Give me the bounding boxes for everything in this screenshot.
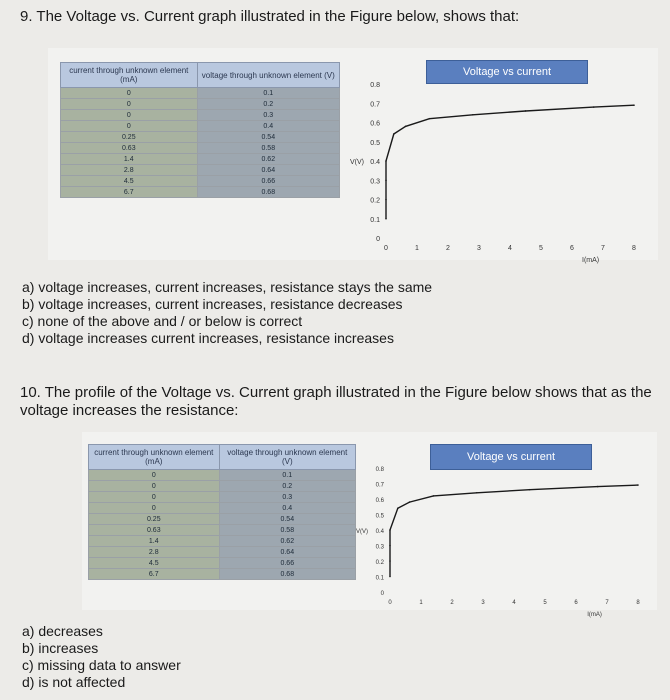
voltage-cell: 0.62	[219, 536, 355, 547]
voltage-cell: 0.2	[197, 99, 339, 110]
chart-title-box: Voltage vs current	[430, 444, 592, 470]
voltage-cell: 0.64	[219, 547, 355, 558]
current-cell: 4.5	[61, 176, 198, 187]
y-tick-label: 0.5	[375, 513, 384, 520]
x-tick-label: 5	[543, 600, 547, 606]
data-point	[529, 489, 531, 491]
table-row	[61, 176, 340, 187]
series-line	[386, 105, 634, 219]
data-point	[389, 529, 391, 531]
current-cell: 6.7	[89, 569, 220, 580]
current-cell: 0	[61, 99, 198, 110]
current-cell: 0	[89, 481, 220, 492]
table-row	[61, 132, 340, 143]
x-tick-label: 2	[446, 245, 450, 252]
data-point	[476, 492, 478, 494]
option-a[interactable]: a) decreases	[22, 623, 103, 639]
data-point	[385, 199, 387, 201]
voltage-cell: 0.2	[219, 481, 355, 492]
question-10-options	[22, 623, 181, 691]
option-b[interactable]: b) increases	[22, 640, 99, 656]
x-tick-label: 1	[415, 245, 419, 252]
table-header-current: current through unknown element (mA)	[61, 63, 198, 88]
table-row	[89, 525, 356, 536]
current-cell: 0	[61, 110, 198, 121]
y-axis-label: V(V)	[350, 159, 364, 166]
x-axis-label: I(mA)	[582, 257, 600, 264]
data-point	[633, 104, 635, 106]
x-tick-label: 6	[570, 245, 574, 252]
table-row	[89, 558, 356, 569]
table-row	[89, 470, 356, 481]
y-tick-label: 0.2	[370, 197, 380, 205]
data-point	[393, 133, 395, 135]
table-row	[89, 536, 356, 547]
table-body	[89, 470, 356, 580]
x-tick-label: 7	[605, 600, 609, 606]
y-tick-label: 0.4	[370, 159, 380, 166]
question-9-title: 9. The Voltage vs. Current graph illustrated in the Figure below, shows that:	[20, 8, 520, 25]
voltage-cell: 0.4	[197, 121, 339, 132]
table-row	[61, 187, 340, 198]
data-point	[397, 508, 399, 510]
table-row	[61, 110, 340, 121]
voltage-cell: 0.64	[197, 165, 339, 176]
x-tick-label: 3	[477, 245, 481, 252]
table-row	[61, 121, 340, 132]
voltage-cell: 0.62	[197, 154, 339, 165]
data-point	[389, 545, 391, 547]
data-point	[637, 484, 639, 486]
current-cell: 0.63	[89, 525, 220, 536]
data-point	[429, 118, 431, 120]
x-axis-label: I(mA)	[587, 612, 602, 618]
voltage-cell: 0.58	[197, 143, 339, 154]
table-header-current: current through unknown element (mA)	[89, 445, 220, 470]
table-body	[61, 88, 340, 198]
data-point	[433, 495, 435, 497]
voltage-cell: 0.66	[197, 176, 339, 187]
voltage-cell: 0.68	[197, 187, 339, 198]
x-tick-label: 3	[481, 600, 485, 606]
current-cell: 4.5	[89, 558, 220, 569]
current-cell: 2.8	[61, 165, 198, 176]
current-cell: 2.8	[89, 547, 220, 558]
table-row	[89, 481, 356, 492]
data-table	[60, 62, 340, 198]
data-point	[597, 486, 599, 488]
table-row	[89, 547, 356, 558]
voltage-cell: 0.54	[197, 132, 339, 143]
current-cell: 0.25	[89, 514, 220, 525]
table-row	[61, 165, 340, 176]
y-tick-label: 0.6	[370, 120, 380, 128]
current-cell: 0	[89, 470, 220, 481]
data-point	[385, 218, 387, 220]
table-row	[61, 99, 340, 110]
table-row	[61, 88, 340, 99]
table-row	[89, 503, 356, 514]
y-tick-label: 0.7	[370, 101, 380, 109]
question-9-figure	[48, 48, 658, 264]
voltage-current-chart	[350, 78, 640, 264]
voltage-cell: 0.4	[219, 503, 355, 514]
current-cell: 1.4	[89, 536, 220, 547]
data-point	[405, 126, 407, 128]
y-axis-label: V(V)	[356, 529, 368, 535]
voltage-cell: 0.1	[197, 88, 339, 99]
table-header-voltage: voltage through unknown element (V)	[197, 63, 339, 88]
question-9-options	[22, 279, 432, 347]
y-tick-label: 0	[380, 591, 384, 597]
data-point	[593, 106, 595, 108]
data-point	[385, 160, 387, 162]
voltage-cell: 0.54	[219, 514, 355, 525]
x-tick-label: 8	[636, 600, 640, 606]
voltage-cell: 0.68	[219, 569, 355, 580]
current-cell: 0.25	[61, 132, 198, 143]
option-a[interactable]: a) voltage increases, current increases, resistance stays the same	[22, 279, 433, 295]
data-point	[472, 114, 474, 116]
current-cell: 0.63	[61, 143, 198, 154]
y-tick-label: 0.4	[375, 529, 384, 535]
y-tick-label: 0.8	[370, 82, 380, 89]
table-row	[89, 514, 356, 525]
y-tick-label: 0.7	[375, 482, 384, 489]
option-d[interactable]: d) voltage increases current increases, resistance increases	[22, 330, 394, 346]
data-point	[525, 110, 527, 112]
option-d[interactable]: d) is not affected	[22, 674, 126, 690]
y-tick-label: 0	[376, 236, 380, 243]
data-table	[88, 444, 356, 580]
current-cell: 6.7	[61, 187, 198, 198]
data-point	[389, 576, 391, 578]
voltage-current-chart	[354, 462, 644, 618]
chart-title-box: Voltage vs current	[426, 60, 588, 84]
y-tick-label: 0.3	[370, 178, 380, 186]
current-cell: 1.4	[61, 154, 198, 165]
table-row	[89, 569, 356, 580]
question-10-title: 10. The profile of the Voltage vs. Current graph illustrated in the Figure below shows that as the voltage increases the resistance:	[20, 384, 652, 419]
x-tick-label: 8	[632, 245, 636, 252]
y-tick-label: 0.3	[375, 544, 384, 551]
y-tick-label: 0.2	[375, 560, 384, 566]
table-row	[89, 492, 356, 503]
option-c[interactable]: c) none of the above and / or below is correct	[22, 313, 303, 329]
y-tick-label: 0.5	[370, 139, 380, 147]
x-tick-label: 5	[539, 245, 543, 252]
option-c[interactable]: c) missing data to answer	[22, 657, 181, 673]
table-row	[61, 143, 340, 154]
x-tick-label: 2	[450, 600, 454, 606]
current-cell: 0	[89, 503, 220, 514]
voltage-cell: 0.3	[197, 110, 339, 121]
table-row	[61, 154, 340, 165]
x-tick-label: 4	[508, 245, 512, 252]
current-cell: 0	[61, 121, 198, 132]
voltage-cell: 0.1	[219, 470, 355, 481]
y-tick-label: 0.1	[370, 216, 380, 224]
x-tick-label: 7	[601, 245, 605, 252]
x-tick-label: 1	[419, 600, 423, 606]
voltage-cell: 0.66	[219, 558, 355, 569]
voltage-cell: 0.3	[219, 492, 355, 503]
current-cell: 0	[89, 492, 220, 503]
series-line	[390, 485, 638, 576]
question-10-figure	[82, 432, 657, 618]
data-point	[389, 560, 391, 562]
data-point	[409, 501, 411, 503]
y-tick-label: 0.8	[375, 467, 384, 473]
data-point	[385, 179, 387, 181]
option-b[interactable]: b) voltage increases, current increases, resistance decreases	[22, 296, 403, 312]
voltage-cell: 0.58	[219, 525, 355, 536]
y-tick-label: 0.1	[375, 575, 384, 582]
x-tick-label: 6	[574, 600, 578, 606]
current-cell: 0	[61, 88, 198, 99]
x-tick-label: 0	[388, 600, 392, 606]
x-tick-label: 0	[384, 245, 388, 252]
table-header-voltage: voltage through unknown element (V)	[219, 445, 355, 470]
y-tick-label: 0.6	[375, 498, 384, 504]
x-tick-label: 4	[512, 600, 516, 606]
